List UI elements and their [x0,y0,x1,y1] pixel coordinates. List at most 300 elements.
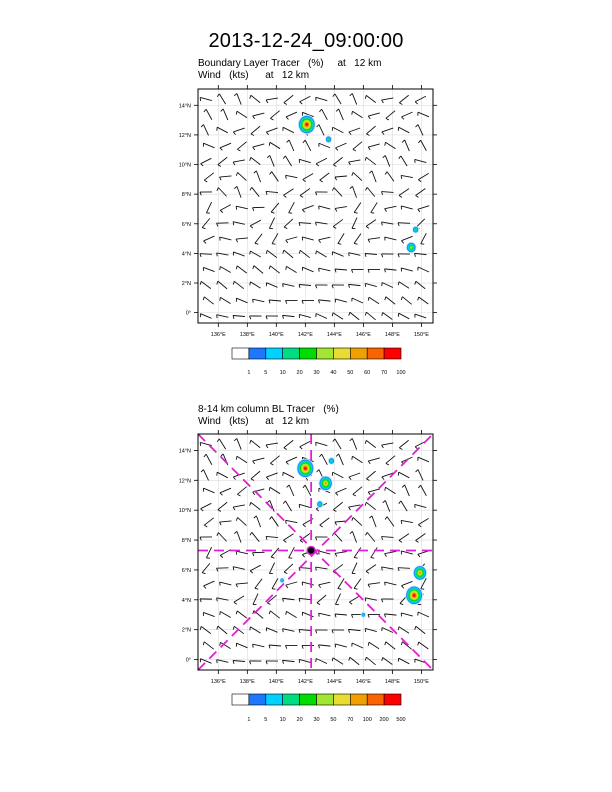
wind-barb [386,297,395,305]
wind-barb-flag [352,172,353,175]
wind-barb [398,223,410,224]
wind-barb [368,583,380,585]
wind-barb [299,284,311,285]
wind-barb [256,516,260,527]
wind-barb-flag [418,485,420,488]
wind-barb-flag [353,149,356,151]
wind-barb [372,171,376,182]
wind-barb [316,97,328,100]
wind-barb-flag [316,630,317,633]
wind-barb-flag [204,586,206,588]
wind-barb-flag [221,454,224,456]
wind-barb [270,142,280,148]
wind-barb-flag [399,540,402,542]
wind-barb [219,439,225,449]
wind-barb [349,473,360,477]
wind-barb [302,237,314,240]
wind-barb [319,551,331,554]
wind-barb-flag [385,172,387,175]
wind-barb-flag [233,477,235,480]
wind-barb-flag [382,657,383,660]
wind-barb [302,205,313,209]
wind-barb [335,488,346,493]
wind-barb [352,298,363,303]
wind-barb [385,582,397,585]
wind-barb [382,443,394,445]
wind-barb-flag [266,100,268,103]
wind-barb-flag [201,125,203,128]
wind-barb-flag [271,212,274,213]
wind-barb-flag [365,95,366,98]
wind-barb [366,471,375,479]
wind-barb-flag [287,140,289,142]
wind-barb-flag [204,525,207,527]
wind-barb-flag [416,470,418,473]
colorbar-label: 70 [381,370,388,376]
wind-barb [352,456,362,462]
wind-barb-flag [303,140,305,143]
wind-barb [320,173,330,180]
y-tick-label: 4°N [181,597,191,604]
wind-barb [385,237,397,240]
wind-barb [369,297,379,304]
wind-barb [238,172,247,180]
wind-barb-flag [352,111,353,114]
wind-barb [266,628,277,633]
wind-barb-flag [233,132,235,135]
wind-barb [237,111,247,118]
wind-barb [338,578,344,588]
wind-barb-flag [369,171,372,173]
wind-barb-flag [254,171,257,173]
wind-barb-flag [283,195,286,197]
center-marker [307,547,315,555]
wind-barb [286,237,298,240]
wind-barb [269,645,281,646]
wind-barb-flag [333,165,336,167]
wind-barb [217,127,228,133]
wind-barb [252,187,259,196]
wind-barb [335,552,347,554]
panel1-subtitle-wind: Wind (kts) at 12 km [198,70,310,81]
wind-barb-flag [368,269,369,272]
wind-barb-flag [352,269,353,272]
wind-barb-flag [418,297,419,300]
wind-barb-flag [204,109,206,112]
wind-barb-flag [316,537,317,540]
wind-barb [238,517,247,525]
wind-barb [319,582,331,585]
wind-barb [316,251,326,257]
wind-barb [418,173,428,179]
wind-barb-flag [371,213,374,214]
wind-barb [286,175,298,177]
wind-barb [399,313,410,319]
x-tick-label: 138°E [239,679,255,685]
wind-barb [419,297,429,304]
wind-barb-flag [369,516,372,518]
wind-barb-flag [236,111,237,114]
wind-barb-flag [201,509,204,511]
wind-barb-flag [217,626,218,629]
wind-barb-flag [418,525,421,527]
wind-barb-flag [317,603,320,605]
wind-barb [218,157,227,165]
wind-barb [250,627,260,633]
colorbar-label: 1 [247,370,251,376]
wind-barb-flag [237,149,240,151]
wind-barb [283,534,293,541]
wind-barb [352,563,357,574]
wind-barb-flag [269,266,270,269]
wind-barb [218,188,226,197]
wind-barb-flag [332,658,333,661]
wind-barb-flag [416,195,419,197]
wind-barb-flag [266,132,268,135]
wind-barb [272,233,278,243]
wind-barb [237,186,241,197]
wind-barb [349,160,361,162]
wind-barb-flag [335,493,337,495]
wind-barb-flag [338,589,341,590]
wind-barb [201,158,212,163]
wind-barb [236,206,248,209]
y-tick-label: 8°N [181,538,191,545]
colorbar-label: 20 [296,370,303,376]
wind-barb [354,234,361,244]
colorbar-swatch [367,348,384,359]
wind-barb-flag [283,156,285,159]
wind-barb [203,143,214,148]
wind-barb [335,176,347,177]
wind-barb [283,284,295,287]
x-tick-label: 144°E [326,332,342,338]
wind-barb [299,504,311,507]
wind-barb [204,297,213,304]
wind-barb-flag [220,555,223,557]
wind-barb [233,128,244,132]
colorbar-swatch [384,348,401,359]
wind-barb [368,144,380,147]
wind-barb [299,314,311,317]
wind-barb [335,439,341,449]
wind-barb-flag [415,281,416,284]
wind-barb-flag [303,485,305,488]
wind-barb [366,95,375,102]
wind-barb-flag [220,493,222,496]
wind-barb [270,487,280,493]
wind-barb [418,470,423,481]
wind-barb [368,489,380,492]
wind-barb-flag [368,297,369,300]
wind-barb-flag [338,244,341,245]
wind-barb [284,219,293,227]
wind-barb [368,458,380,461]
wind-barb [382,98,394,100]
colorbar-label: 5 [264,717,268,723]
wind-barb [317,595,326,603]
wind-barb [203,125,208,136]
wind-barb-flag [233,281,234,284]
wind-barb-flag [319,454,321,457]
wind-barb-flag [200,192,201,195]
x-tick-label: 142°E [297,679,313,685]
wind-barb-flag [253,147,255,150]
colorbar-swatch [333,694,350,705]
wind-barb-flag [253,611,254,614]
wind-barb-flag [416,540,419,542]
wind-barb-flag [336,454,338,456]
wind-barb-flag [368,642,369,645]
wind-barb [382,192,394,193]
wind-barb [416,626,425,634]
colorbar-swatch [317,348,334,359]
wind-barb-flag [233,626,234,629]
wind-barb-flag [217,253,218,256]
colorbar-label: 100 [396,370,406,376]
wind-barb-flag [319,240,321,243]
wind-barb-flag [283,250,284,253]
wind-barb-flag [220,210,223,212]
wind-barb-flag [200,599,201,602]
colorbar-swatch [350,694,367,705]
wind-barb [405,140,410,151]
wind-barb-flag [233,222,234,225]
colorbar-label: 10 [279,370,286,376]
wind-barb-flag [200,626,201,629]
wind-barb-flag [371,558,374,559]
colorbar-label: 30 [313,717,320,723]
wind-barb-flag [350,186,353,188]
y-tick-label: 4°N [181,251,191,258]
wind-barb-flag [353,494,356,496]
wind-barb [256,171,260,182]
y-tick-label: 12°N [178,132,191,139]
wind-barb [220,582,232,585]
wind-barb [237,266,247,273]
wind-barb-flag [253,461,255,464]
wind-barb [233,660,245,661]
wind-barb-flag [250,95,251,98]
wind-barb-flag [220,177,222,180]
wind-barb [269,563,274,574]
wind-barb-flag [382,100,384,103]
wind-barb [319,300,331,301]
wind-barb-flag [250,187,252,190]
wind-barb-flag [383,155,386,157]
wind-barb [405,485,410,496]
wind-barb [201,281,211,288]
wind-barb [237,93,241,104]
wind-barb [270,155,274,166]
wind-barb-flag [319,109,321,112]
wind-barb [236,238,248,239]
colorbar-swatch [317,694,334,705]
wind-barb [385,142,395,149]
wind-barb [299,659,311,662]
wind-barb-flag [250,226,253,228]
colorbar-swatch [232,348,249,359]
wind-barb-flag [267,155,270,157]
wind-barb [217,472,228,478]
wind-barb [203,470,208,481]
wind-barb-flag [255,243,258,244]
wind-barb [316,314,327,319]
tracer-contour [304,467,307,470]
wind-barb [204,236,215,241]
wind-barb [399,440,408,448]
wind-barb [367,187,375,196]
colorbar-label: 60 [364,370,371,376]
tracer-contour [319,503,322,506]
wind-barb-flag [266,316,267,319]
wind-barb [269,218,274,229]
wind-barb [335,269,347,270]
wind-barb-flag [418,209,420,212]
wind-barb-flag [418,140,420,143]
wind-barb [418,518,428,524]
y-tick-label: 12°N [178,478,191,485]
wind-barb [338,233,344,243]
wind-barb [418,267,429,272]
wind-barb [339,454,344,465]
wind-barb-flag [368,584,370,587]
wind-barb-flag [204,180,207,182]
wind-barb [237,456,247,463]
wind-barb [335,644,347,647]
wind-barb-flag [354,243,357,244]
wind-barb [266,283,277,288]
wind-barb-flag [234,602,237,604]
y-tick-label: 0° [185,310,191,317]
wind-barb [365,628,377,631]
colorbar-label: 50 [347,370,354,376]
wind-barb [206,109,212,120]
wind-barb [419,642,429,649]
colorbar-label: 100 [362,717,372,723]
wind-barb [269,300,281,301]
wind-barb [289,140,294,151]
wind-barb [385,614,397,615]
wind-barb [316,442,328,445]
wind-barb [401,268,413,271]
wind-barb-flag [269,611,270,614]
wind-barb-flag [236,266,237,269]
wind-barb [335,94,341,104]
wind-barb-flag [401,642,402,645]
wind-barb [220,267,230,273]
wind-barb-flag [250,157,251,160]
wind-barb [319,268,331,271]
wind-barb [200,254,212,255]
wind-barb [418,612,429,617]
wind-barb [299,598,311,599]
wind-barb [334,188,342,197]
wind-barb [234,596,244,602]
x-tick-label: 150°E [413,679,429,685]
wind-barb [387,517,394,527]
colorbar-label: 50 [330,717,337,723]
wind-barb-flag [286,117,288,119]
wind-barb [302,582,314,585]
wind-barb-flag [250,532,252,535]
tracer-contour [362,613,365,616]
wind-barb [386,456,395,464]
wind-barb-flag [382,254,383,257]
wind-barb [204,642,213,649]
wind-barb-flag [385,642,386,645]
wind-barb-flag [382,312,383,315]
wind-barb [418,112,429,117]
wind-barb [382,128,393,132]
wind-barb [289,547,295,558]
wind-barb-flag [270,463,273,465]
wind-barb [335,299,347,302]
wind-barb-flag [250,316,251,319]
colorbar-swatch [384,694,401,705]
wind-barb [316,567,328,569]
wind-barb [352,643,363,648]
wind-barb-flag [365,598,366,601]
wind-barb-flag [385,554,387,557]
wind-barb [253,644,265,647]
wind-barb-flag [401,586,403,589]
wind-barb-flag [332,188,334,191]
wind-barb [220,488,231,493]
wind-barb-flag [354,557,357,558]
tracer-contour [414,228,417,231]
wind-barb-flag [217,315,218,318]
wind-barb-flag [270,118,273,120]
wind-barb [365,283,377,286]
wind-barb [220,205,231,211]
y-tick-label: 8°N [181,192,191,199]
wind-barb [204,173,213,180]
x-tick-label: 148°E [384,679,400,685]
wind-barb [236,551,248,554]
wind-barb-flag [415,626,416,629]
wind-barb [284,250,293,258]
wind-barb-flag [366,571,369,573]
wind-barb [319,125,324,136]
wind-barb [386,111,395,119]
wind-barb [353,172,362,180]
wind-barb [203,612,214,616]
wind-barb-flag [203,297,204,300]
wind-barb-flag [368,492,370,495]
wind-barb [322,454,328,465]
wind-barb-flag [220,297,221,300]
wind-barb [401,551,413,554]
wind-barb [286,112,297,117]
wind-barb [371,547,377,557]
wind-barb-flag [402,140,405,142]
wind-barb-flag [286,462,288,464]
wind-barb-flag [253,266,254,269]
wind-barb-flag [399,501,401,504]
wind-barb-flag [317,470,319,473]
wind-barb [352,186,356,197]
colorbar-swatch [232,694,249,705]
wind-barb-flag [253,208,254,211]
colorbar-label: 20 [296,717,303,723]
wind-barb-flag [399,195,402,197]
panel2-subtitle-tracer: 8-14 km column BL Tracer (%) [198,404,339,415]
wind-barb [220,143,231,148]
wind-barb-flag [236,239,238,242]
wind-barb-flag [336,109,338,111]
wind-barb [366,440,375,447]
